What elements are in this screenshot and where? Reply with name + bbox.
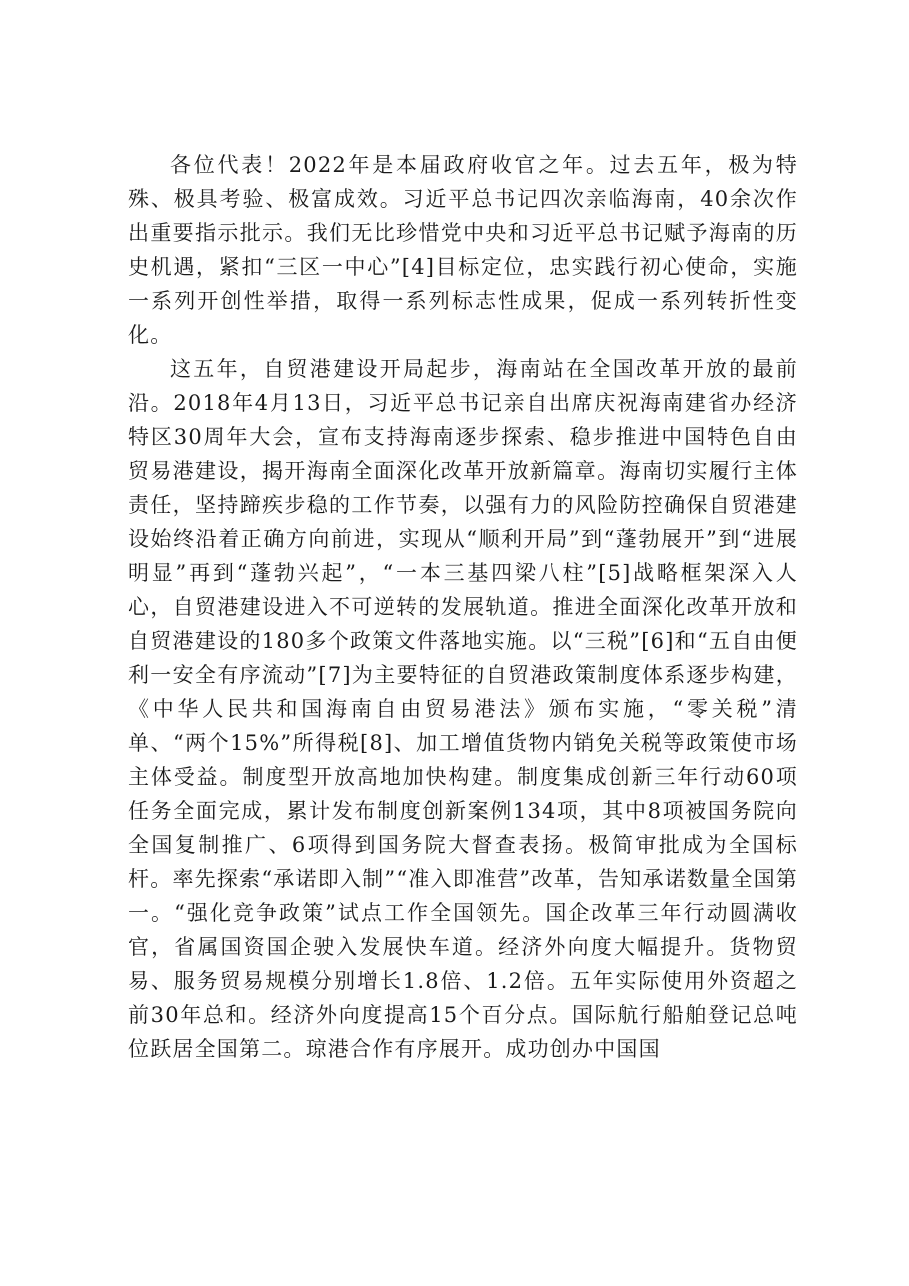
- paragraph-ftp-construction: 这五年，自贸港建设开局起步，海南站在全国改革开放的最前沿。2018年4月13日，习近平总书记亲自出席庆祝海南建省办经济特区30周年大会，宣布支持海南逐步探索、稳步推进中国特色自由贸易港建设，揭开海南全面深化改革开放新篇章。海南切实履行主体责任，坚持蹄疾步稳的工作节奏，以强有力的风险防控确保自贸港建设始终沿着正确方向前进，实现从“顺利开局”到“蓬勃展开”到“进展明显”再到“蓬勃兴起”，“一本三基四梁八柱”[5]战略框架深入人心，自贸港建设进入不可逆转的发展轨道。推进全面深化改革开放和自贸港建设的180多个政策文件落地实施。以“三税”[6]和“五自由便利一安全有序流动”[7]为主要特征的自贸港政策制度体系逐步构建，《中华人民共和国海南自由贸易港法》颁布实施，“零关税”清单、“两个15%”所得税[8]、加工增值货物内销免关税等政策使市场主体受益。制度型开放高地加快构建。制度集成创新三年行动60项任务全面完成，累计发布制度创新案例134项，其中8项被国务院向全国复制推广、6项得到国务院大督查表扬。极简审批成为全国标杆。率先探索“承诺即入制”“准入即准营”改革，告知承诺数量全国第一。“强化竞争政策”试点工作全国领先。国企改革三年行动圆满收官，省属国资国企驶入发展快车道。经济外向度大幅提升。货物贸易、服务贸易规模分别增长1.8倍、1.2倍。五年实际使用外资超之前30年总和。经济外向度提高15个百分点。国际航行船舶登记总吨位跃居全国第二。琼港合作有序展开。成功创办中国国: [128, 357, 798, 1061]
- paragraph-review-intro: 各位代表！2022年是本届政府收官之年。过去五年，极为特殊、极具考验、极富成效。习近平总书记四次亲临海南，40余次作出重要指示批示。我们无比珍惜党中央和习近平总书记赋予海南的历史机遇，紧扣“三区一中心”[4]目标定位，忠实践行初心使命，实施一系列开创性举措，取得一系列标志性成果，促成一系列转折性变化。: [128, 153, 798, 347]
- document-body: [128, 148, 798, 1066]
